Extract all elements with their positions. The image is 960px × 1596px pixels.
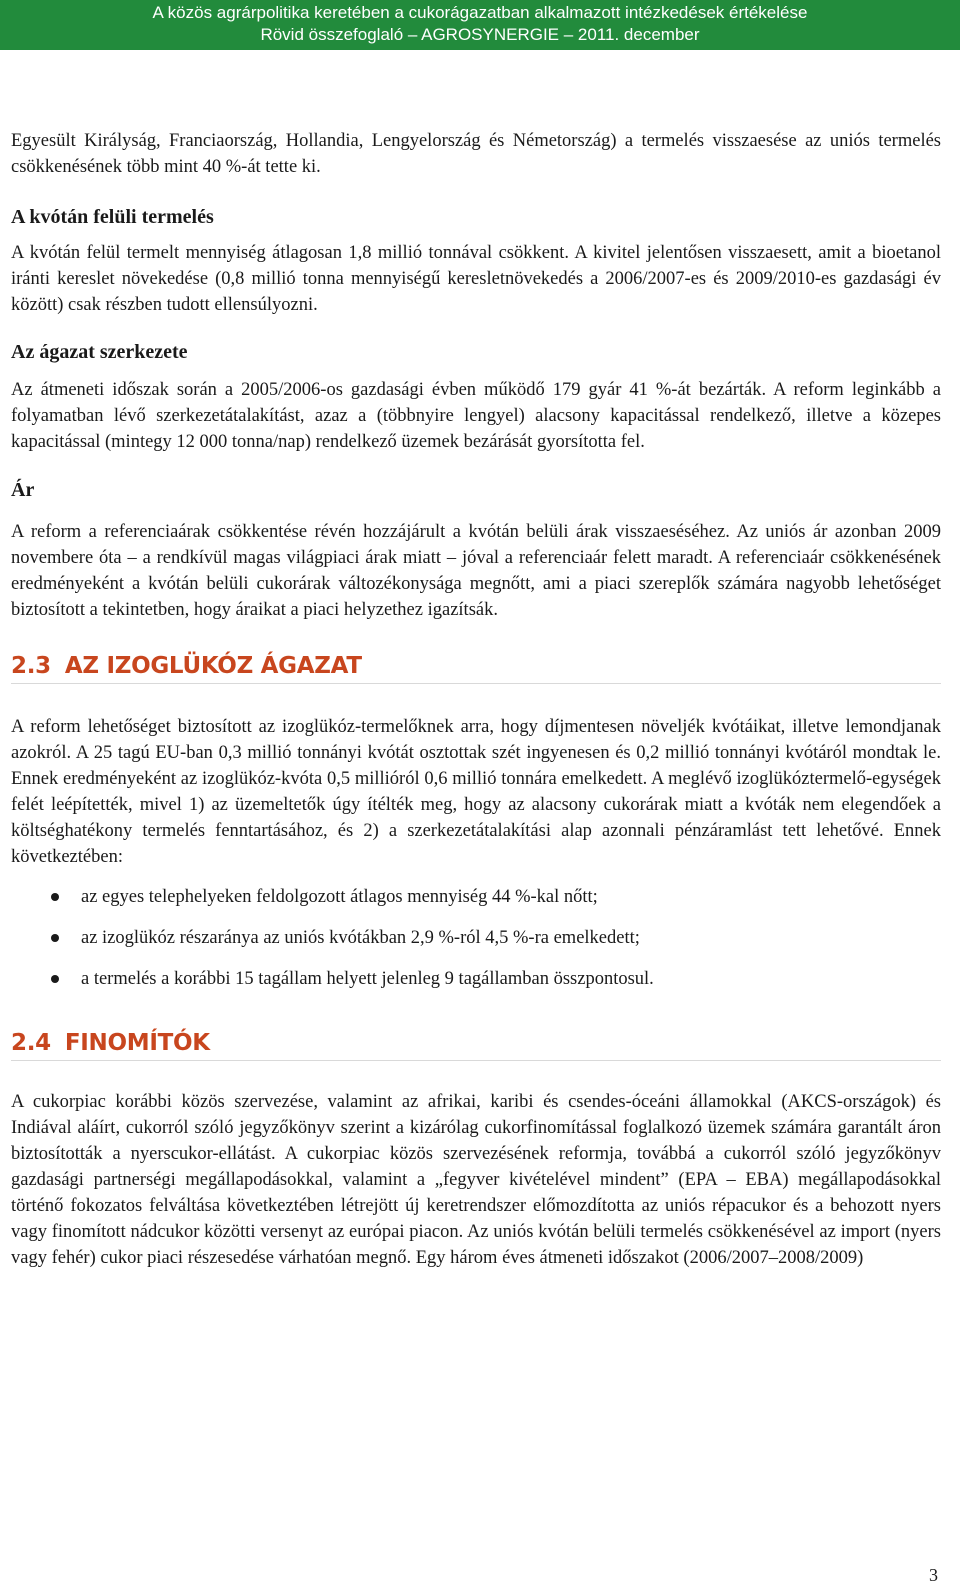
list-item-text: az izoglükóz részaránya az uniós kvótákban 2,9 %-ról 4,5 %-ra emelkedett; — [81, 928, 640, 948]
paragraph-finomitok: A cukorpiac korábbi közös szervezése, valamint az afrikai, karibi és csendes-óceáni államokkal (AKCS-országok) és Indiával aláírt, cukorról szóló jegyzőkönyv szerint a kizárólag cukorfinomítással foglalkozó üzemek számára garantált áron biztosították a nyerscukor-ellátást. A cukorpiac közös szervezésének reformja, továbbá a cukorról szóló jegyzőkönyv gazdasági partnerségi megállapodásokkal, valamint a „fegyver kivételével mindent” (EPA – EBA) megállapodásokkal történő fokozatos felváltása következtében létrejött új keretrendszer előmozdította az uniós répacukor és a behozott nyers vagy finomított nádcukor közötti versenyt az európai piacon. Az uniós kvótán belüli termelés csökkenésével az import (nyers vagy fehér) cukor piaci részesedése várhatóan megnő. Egy három éves átmeneti időszakot (2006/2007–2008/2009) — [11, 1092, 941, 1268]
header-title: A közös agrárpolitika keretében a cukorágazatban alkalmazott intézkedések értékelése — [152, 3, 808, 22]
paragraph-kvotan: A kvótán felül termelt mennyiség átlagosan 1,8 millió tonnával csökkent. A kivitel jelentősen visszaesett, amit a bioetanol iránti kereslet növekedése (0,8 millió tonna mennyiségű keresletnövekedés a 2006/2007-es és 2009/2010-es gazdasági év között) csak részben tudott ellensúlyozni. — [11, 243, 941, 315]
heading-ar: Ár — [11, 479, 35, 501]
heading-kvotan: A kvótán felüli termelés — [11, 206, 214, 228]
list-item — [11, 925, 941, 951]
paragraph-agazat: Az átmeneti időszak során a 2005/2006-os gazdasági évben működő 179 gyár 41 %-át bezárták. A reform leginkább a folyamatban lévő szerkezetátalakítást, azaz a (többnyire lengyel) alacsony kapacitással rendelkező, illetve a közepes kapacitással (mintegy 12 000 tonna/nap) rendelkező üzemek bezárását gyorsította fel. — [11, 380, 941, 452]
page-content — [11, 128, 941, 1271]
paragraph-izoglukoz: A reform lehetőséget biztosított az izoglükóz-termelőknek arra, hogy díjmentesen növeljék kvótáikat, illetve lemondjanak azokról. A 25 tagú EU-ban 0,3 millió tonnányi kvótát osztottak szét ingyenesen és 0,2 millió tonnányi kvótáról mondtak le. Ennek eredményeként az izoglükóz-kvóta 0,5 millióról 0,6 millió tonnára emelkedett. A meglévő izoglükóztermelő-egységek felét leépítették, mivel 1) az üzemeltetők úgy ítélték meg, hogy az alacsony cukorárak miatt a kvóták nem elegendőek a költséghatékony termelés fenntartásához, és 2) a szerkezetátalakítási alap azonnali pénzáramlást tett lehetővé. Ennek következtében: — [11, 717, 941, 867]
section-title-text: FINOMÍTÓK — [64, 1030, 210, 1056]
section-number: 2.4 — [11, 1030, 51, 1056]
list-item — [11, 884, 941, 910]
paragraph-ar: A reform a referenciaárak csökkentése révén hozzájárult a kvótán belüli árak visszaeséséhez. Az uniós ár azonban 2009 novembere óta – a rendkívül magas világpiaci árak miatt – jóval a referenciaár felett maradt. A referenciaár csökkenésének eredményeként a kvótán belüli cukorárak változékonysága megnőtt, ami a piaci szereplők számára nagyobb lehetőséget biztosított a tekintetben, hogy áraikat a piaci helyzethez igazítsák. — [11, 522, 941, 620]
bullet-icon — [51, 893, 59, 901]
page-number: 3 — [929, 1565, 938, 1585]
header-subtitle: Rövid összefoglaló – AGROSYNERGIE – 2011. december — [260, 25, 700, 44]
list-item-text: az egyes telephelyeken feldolgozott átlagos mennyiség 44 %-kal nőtt; — [81, 887, 598, 907]
section-title-text: AZ IZOGLÜKÓZ ÁGAZAT — [64, 653, 362, 679]
heading-agazat: Az ágazat szerkezete — [11, 341, 188, 363]
section-title-finomitok — [11, 1030, 941, 1061]
bullet-list — [11, 884, 941, 992]
section-title-izoglukoz — [11, 653, 941, 684]
list-item — [11, 966, 941, 992]
intro-paragraph: Egyesült Királyság, Franciaország, Hollandia, Lengyelország és Németország) a termelés visszaesése az uniós termelés csökkenésének több mint 40 %-át tette ki. — [11, 131, 941, 177]
bullet-icon — [51, 975, 59, 983]
list-item-text: a termelés a korábbi 15 tagállam helyett jelenleg 9 tagállamban összpontosul. — [81, 969, 654, 989]
document-header — [0, 0, 960, 50]
bullet-icon — [51, 934, 59, 942]
section-number: 2.3 — [11, 653, 51, 679]
